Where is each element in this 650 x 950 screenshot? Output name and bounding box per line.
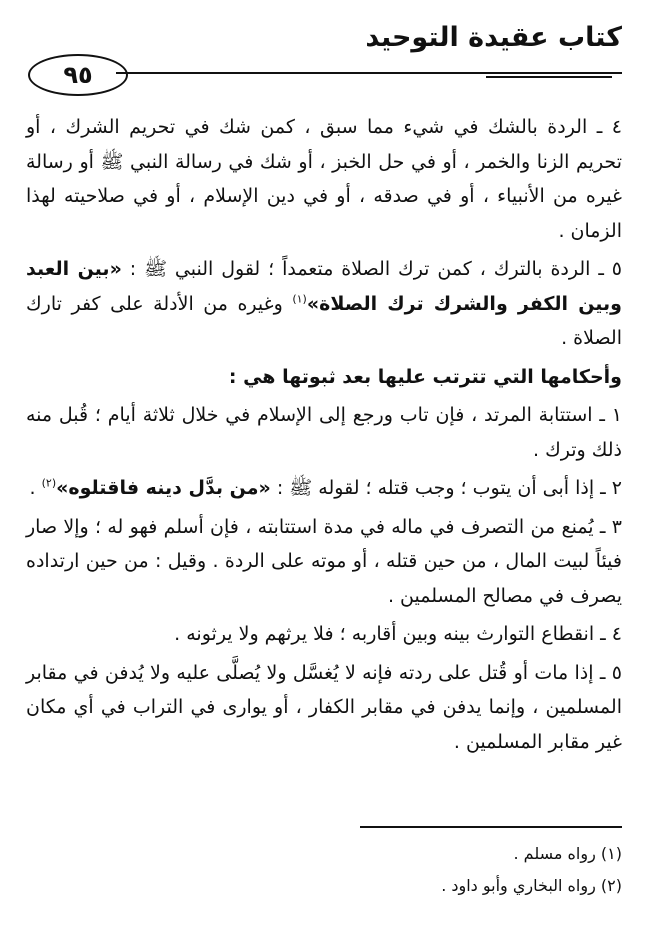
ruling-1: ١ ـ استتابة المرتد ، فإن تاب ورجع إلى الإسلام في خلال ثلاثة أيام ؛ قُبل منه ذلك وترك . — [26, 404, 622, 461]
hadith-quote: «بين العبد وبين الكفر والشرك ترك الصلاة» — [26, 258, 622, 315]
paragraph-text: ٢ ـ إذا أبى أن يتوب ؛ وجب قتله ؛ لقوله ﷺ : — [276, 477, 622, 499]
paragraph-text: . — [29, 477, 36, 499]
footnote-1: (١) رواه مسلم . — [513, 844, 622, 863]
ruling-3: ٣ ـ يُمنع من التصرف في ماله في مدة استتابته ، فإن أسلم فهو له ؛ وإلا صار فيئاً لبيت المال ، من حين قتله ، أو موته على الردة . وقيل : من حين ارتداده يصرف في مصالح المسلمين . — [26, 515, 622, 607]
footnote-marker: (٢) — [41, 476, 57, 490]
book-title: كتاب عقيدة التوحيد — [365, 22, 622, 53]
ruling-5: ٥ ـ إذا مات أو قُتل على ردته فإنه لا يُغسَّل ولا يُصلَّى عليه ولا يُدفن في مقابر المسلمين ، وإنما يدفن في مقابر الكفار ، أو يوارى في التراب في أي مكان غير مقابر المسلمين . — [26, 661, 622, 753]
header-rule — [116, 72, 622, 74]
paragraph-text: وغيره من الأدلة على كفر تارك الصلاة . — [26, 292, 622, 349]
paragraph-apostasy-doubt: ٤ ـ الردة بالشك في شيء مما سبق ، كمن شك في تحريم الشرك ، أو تحريم الزنا والخمر ، أو في حل الخبز ، أو شك في رسالة النبي ﷺ أو رسالة غيره من الأنبياء ، أو في صدقه ، أو في دين الإسلام ، أو في صلاحيته لهذا الزمان . — [26, 116, 622, 242]
footnote-separator — [360, 826, 622, 828]
paragraph-apostasy-abandonment — [26, 252, 622, 356]
page-number: ٩٥ — [28, 54, 128, 96]
header-rule-underline — [486, 76, 612, 78]
rulings-heading: وأحكامها التي تترتب عليها بعد ثبوتها هي : — [228, 365, 622, 388]
ruling-4: ٤ ـ انقطاع التوارث بينه وبين أقاربه ؛ فلا يرثهم ولا يرثونه . — [174, 623, 622, 645]
footnote-marker: (١) — [292, 292, 307, 306]
paragraph-text: ٥ ـ الردة بالترك ، كمن ترك الصلاة متعمداً ؛ لقول النبي ﷺ : — [129, 258, 623, 280]
footnotes — [42, 838, 622, 902]
page-header — [18, 18, 622, 88]
page-content — [26, 110, 622, 763]
ruling-2 — [26, 471, 622, 506]
hadith-quote: «من بدَّل دينه فاقتلوه» — [56, 477, 271, 499]
footnote-2: (٢) رواه البخاري وأبو داود . — [441, 876, 622, 895]
